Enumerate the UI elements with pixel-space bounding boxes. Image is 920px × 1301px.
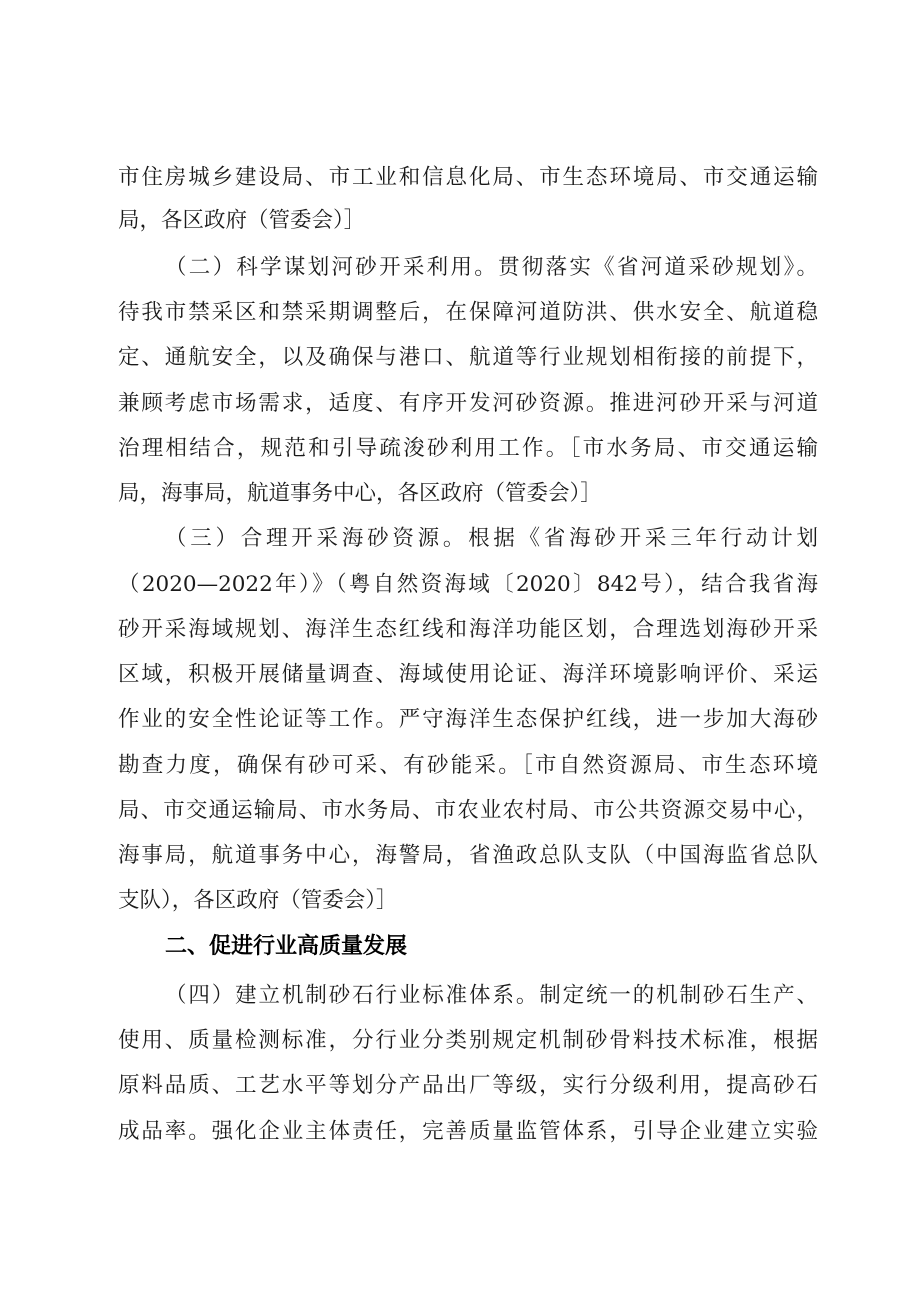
paragraph-line: 兼顾考虑市场需求，适度、有序开发河砂资源。推进河砂开采与河道 <box>118 391 818 416</box>
paragraph-line: （二）科学谋划河砂开采利用。贯彻落实《省河道采砂规划》。 <box>165 255 818 280</box>
paragraph-line: 定、通航安全，以及确保与港口、航道等行业规划相衔接的前提下， <box>118 345 818 370</box>
paragraph-line: （三）合理开采海砂资源。根据《省海砂开采三年行动计划 <box>165 526 818 551</box>
paragraph-line: 区域，积极开展储量调查、海域使用论证、海洋环境影响评价、采运 <box>118 662 818 687</box>
section-heading: 二、促进行业高质量发展 <box>165 934 408 959</box>
paragraph-line: 成品率。强化企业主体责任，完善质量监管体系，引导企业建立实验 <box>118 1119 818 1144</box>
paragraph-line: 市住房城乡建设局、市工业和信息化局、市生态环境局、市交通运输 <box>118 165 818 190</box>
paragraph-line: 待我市禁采区和禁采期调整后，在保障河道防洪、供水安全、航道稳 <box>118 300 818 325</box>
paragraph-line: 局、市交通运输局、市水务局、市农业农村局、市公共资源交易中心， <box>118 798 818 823</box>
paragraph-line: 勘查力度，确保有砂可采、有砂能采。［市自然资源局、市生态环境 <box>118 753 818 778</box>
paragraph-line: 局，海事局，航道事务中心，各区政府（管委会）］ <box>118 481 602 506</box>
paragraph-line: （2020—2022年）》（粤自然资海域〔2020〕842号），结合我省海 <box>118 572 818 597</box>
paragraph-line: （四）建立机制砂石行业标准体系。制定统一的机制砂石生产、 <box>165 983 818 1008</box>
paragraph-line: 海事局，航道事务中心，海警局，省渔政总队支队（中国海监省总队 <box>118 843 818 868</box>
paragraph-line: 局，各区政府（管委会）］ <box>118 208 366 233</box>
paragraph-line: 砂开采海域规划、海洋生态红线和海洋功能区划，合理选划海砂开采 <box>118 617 818 642</box>
paragraph-line: 治理相结合，规范和引导疏浚砂利用工作。［市水务局、市交通运输 <box>118 436 818 461</box>
paragraph-line: 作业的安全性论证等工作。严守海洋生态保护红线，进一步加大海砂 <box>118 707 818 732</box>
paragraph-line: 支队），各区政府（管委会）］ <box>118 888 398 913</box>
paragraph-line: 使用、质量检测标准，分行业分类别规定机制砂骨料技术标准，根据 <box>118 1028 818 1053</box>
paragraph-line: 原料品质、工艺水平等划分产品出厂等级，实行分级利用，提高砂石 <box>118 1073 818 1098</box>
